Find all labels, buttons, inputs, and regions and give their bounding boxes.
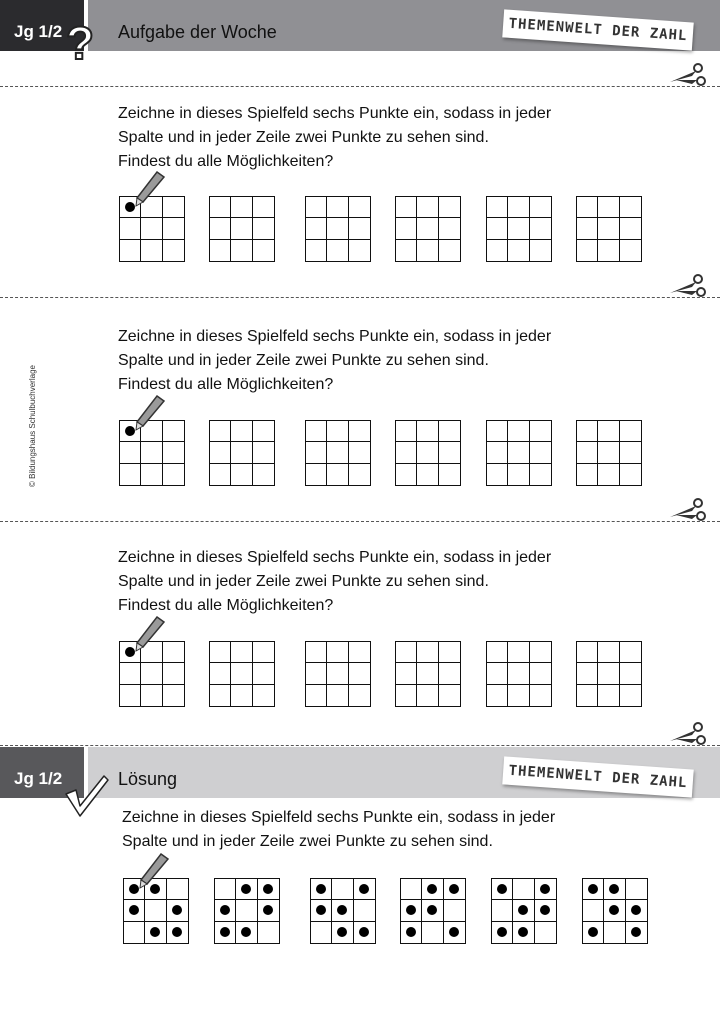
pencil-icon bbox=[127, 170, 167, 210]
empty-grid[interactable] bbox=[209, 196, 275, 262]
grid-cell[interactable] bbox=[141, 464, 162, 485]
task-line: Spalte und in jeder Zeile zwei Punkte zu sehen sind. bbox=[118, 352, 489, 369]
solution-text bbox=[122, 806, 555, 854]
grid-cell[interactable] bbox=[253, 442, 274, 463]
grid-cell[interactable] bbox=[167, 922, 188, 943]
grid-cell[interactable] bbox=[598, 421, 619, 442]
grid-cell[interactable] bbox=[626, 900, 647, 921]
grid-cell[interactable] bbox=[327, 464, 348, 485]
grid-cell[interactable] bbox=[163, 685, 184, 706]
grid-cell[interactable] bbox=[141, 685, 162, 706]
grid-cell[interactable] bbox=[231, 464, 252, 485]
grid-cell[interactable] bbox=[306, 642, 327, 663]
grid-cell[interactable] bbox=[487, 464, 508, 485]
grid-cell[interactable] bbox=[439, 218, 460, 239]
grid-cell[interactable] bbox=[327, 442, 348, 463]
grid-cell[interactable] bbox=[210, 663, 231, 684]
empty-grid[interactable] bbox=[486, 420, 552, 486]
grid-cell[interactable] bbox=[444, 900, 465, 921]
grid-cell[interactable] bbox=[354, 879, 375, 900]
grid-cell[interactable] bbox=[253, 421, 274, 442]
grid-cell[interactable] bbox=[120, 442, 141, 463]
grid-cell[interactable] bbox=[508, 421, 529, 442]
grid-cell[interactable] bbox=[210, 685, 231, 706]
grid-cell[interactable] bbox=[530, 642, 551, 663]
grid-cell[interactable] bbox=[492, 922, 513, 943]
cut-line bbox=[0, 521, 720, 522]
grid-cell[interactable] bbox=[487, 685, 508, 706]
solution-title: Lösung bbox=[118, 769, 178, 789]
grid-cell[interactable] bbox=[439, 642, 460, 663]
grid-cell[interactable] bbox=[417, 464, 438, 485]
scissors-icon bbox=[668, 273, 708, 299]
empty-grid[interactable] bbox=[486, 641, 552, 707]
grid-cell[interactable] bbox=[253, 240, 274, 261]
grid-cell[interactable] bbox=[422, 922, 443, 943]
grid-cell[interactable] bbox=[120, 218, 141, 239]
grid-cell[interactable] bbox=[620, 464, 641, 485]
grid-cell[interactable] bbox=[396, 218, 417, 239]
solution-grid[interactable] bbox=[491, 878, 557, 944]
grid-cell[interactable] bbox=[231, 218, 252, 239]
cut-line bbox=[0, 297, 720, 298]
grid-cell[interactable] bbox=[444, 922, 465, 943]
grid-cell[interactable] bbox=[626, 922, 647, 943]
empty-grid[interactable] bbox=[486, 196, 552, 262]
grid-cell[interactable] bbox=[417, 442, 438, 463]
grid-cell[interactable] bbox=[626, 879, 647, 900]
grid-cell[interactable] bbox=[598, 642, 619, 663]
grid-cell[interactable] bbox=[396, 464, 417, 485]
grid-cell[interactable] bbox=[439, 442, 460, 463]
task-line: Spalte und in jeder Zeile zwei Punkte zu sehen sind. bbox=[122, 833, 493, 850]
grid-cell[interactable] bbox=[417, 685, 438, 706]
grid-cell[interactable] bbox=[604, 900, 625, 921]
grid-cell[interactable] bbox=[577, 685, 598, 706]
grid-cell[interactable] bbox=[327, 218, 348, 239]
grid-cell[interactable] bbox=[349, 421, 370, 442]
pencil-icon bbox=[131, 852, 171, 892]
grid-cell[interactable] bbox=[215, 900, 236, 921]
grid-cell[interactable] bbox=[620, 421, 641, 442]
grid-cell[interactable] bbox=[306, 442, 327, 463]
empty-grid[interactable] bbox=[305, 196, 371, 262]
empty-grid[interactable] bbox=[305, 420, 371, 486]
grid-cell[interactable] bbox=[332, 900, 353, 921]
grid-cell[interactable] bbox=[530, 663, 551, 684]
grade-label: Jg 1/2 bbox=[14, 769, 63, 788]
empty-grid[interactable] bbox=[576, 420, 642, 486]
pencil-icon bbox=[127, 394, 167, 434]
grid-cell[interactable] bbox=[236, 900, 257, 921]
grid-cell[interactable] bbox=[508, 685, 529, 706]
grid-cell[interactable] bbox=[598, 240, 619, 261]
grid-cell[interactable] bbox=[508, 218, 529, 239]
grid-cell[interactable] bbox=[487, 240, 508, 261]
copyright-text: © Bildungshaus Schulbuchverlage bbox=[28, 365, 37, 487]
grid-cell[interactable] bbox=[439, 240, 460, 261]
grid-cell[interactable] bbox=[513, 879, 534, 900]
grid-cell[interactable] bbox=[577, 197, 598, 218]
solution-grid[interactable] bbox=[310, 878, 376, 944]
grid-cell[interactable] bbox=[163, 464, 184, 485]
task-line: Zeichne in dieses Spielfeld sechs Punkte ein, sodass in jeder bbox=[118, 549, 552, 566]
grid-cell[interactable] bbox=[210, 642, 231, 663]
grid-cell[interactable] bbox=[354, 900, 375, 921]
grid-cell[interactable] bbox=[258, 922, 279, 943]
grid-cell[interactable] bbox=[598, 685, 619, 706]
grid-cell[interactable] bbox=[487, 197, 508, 218]
grid-cell[interactable] bbox=[231, 421, 252, 442]
grid-cell[interactable] bbox=[530, 218, 551, 239]
grid-cell[interactable] bbox=[598, 197, 619, 218]
grid-cell[interactable] bbox=[163, 442, 184, 463]
solution-grid[interactable] bbox=[214, 878, 280, 944]
grid-cell[interactable] bbox=[598, 464, 619, 485]
grid-cell[interactable] bbox=[530, 421, 551, 442]
grid-cell[interactable] bbox=[311, 879, 332, 900]
grid-cell[interactable] bbox=[417, 663, 438, 684]
grid-cell[interactable] bbox=[444, 879, 465, 900]
grid-cell[interactable] bbox=[396, 197, 417, 218]
grid-cell[interactable] bbox=[236, 879, 257, 900]
grid-cell[interactable] bbox=[306, 240, 327, 261]
grid-cell[interactable] bbox=[354, 922, 375, 943]
grid-cell[interactable] bbox=[349, 464, 370, 485]
grid-cell[interactable] bbox=[487, 442, 508, 463]
grid-cell[interactable] bbox=[620, 642, 641, 663]
grid-cell[interactable] bbox=[215, 879, 236, 900]
grid-cell[interactable] bbox=[530, 240, 551, 261]
grid-cell[interactable] bbox=[530, 685, 551, 706]
empty-grid[interactable] bbox=[576, 641, 642, 707]
grid-cell[interactable] bbox=[508, 442, 529, 463]
grid-cell[interactable] bbox=[306, 218, 327, 239]
grid-cell[interactable] bbox=[120, 464, 141, 485]
grid-cell[interactable] bbox=[141, 240, 162, 261]
grid-cell[interactable] bbox=[508, 464, 529, 485]
grid-cell[interactable] bbox=[253, 663, 274, 684]
empty-grid[interactable] bbox=[576, 196, 642, 262]
grid-cell[interactable] bbox=[210, 197, 231, 218]
solution-grid[interactable] bbox=[582, 878, 648, 944]
task-line: Spalte und in jeder Zeile zwei Punkte zu sehen sind. bbox=[118, 129, 489, 146]
grid-cell[interactable] bbox=[598, 218, 619, 239]
grid-cell[interactable] bbox=[396, 685, 417, 706]
grid-cell[interactable] bbox=[163, 663, 184, 684]
empty-grid[interactable] bbox=[305, 641, 371, 707]
grid-cell[interactable] bbox=[253, 685, 274, 706]
grid-cell[interactable] bbox=[349, 663, 370, 684]
grid-cell[interactable] bbox=[401, 879, 422, 900]
grid-cell[interactable] bbox=[422, 879, 443, 900]
grid-cell[interactable] bbox=[210, 218, 231, 239]
grid-cell[interactable] bbox=[349, 218, 370, 239]
grid-cell[interactable] bbox=[577, 442, 598, 463]
grid-cell[interactable] bbox=[492, 879, 513, 900]
grid-cell[interactable] bbox=[598, 442, 619, 463]
task-line: Zeichne in dieses Spielfeld sechs Punkte ein, sodass in jeder bbox=[118, 105, 552, 122]
grid-cell[interactable] bbox=[508, 663, 529, 684]
empty-grid[interactable] bbox=[395, 641, 461, 707]
grid-cell[interactable] bbox=[508, 197, 529, 218]
grid-cell[interactable] bbox=[327, 240, 348, 261]
grid-cell[interactable] bbox=[417, 421, 438, 442]
page-title: Aufgabe der Woche bbox=[118, 22, 277, 42]
grid-cell[interactable] bbox=[231, 442, 252, 463]
grid-cell[interactable] bbox=[577, 240, 598, 261]
grid-cell[interactable] bbox=[306, 197, 327, 218]
grid-cell[interactable] bbox=[306, 663, 327, 684]
task-line: Findest du alle Möglichkeiten? bbox=[118, 597, 334, 614]
grid-cell[interactable] bbox=[535, 900, 556, 921]
grid-cell[interactable] bbox=[508, 642, 529, 663]
grid-cell[interactable] bbox=[236, 922, 257, 943]
grid-cell[interactable] bbox=[508, 240, 529, 261]
grid-cell[interactable] bbox=[396, 442, 417, 463]
grid-cell[interactable] bbox=[311, 922, 332, 943]
grid-cell[interactable] bbox=[120, 685, 141, 706]
grid-cell[interactable] bbox=[141, 442, 162, 463]
grid-cell[interactable] bbox=[439, 464, 460, 485]
grid-cell[interactable] bbox=[306, 685, 327, 706]
grid-cell[interactable] bbox=[417, 642, 438, 663]
grid-cell[interactable] bbox=[163, 240, 184, 261]
task-text bbox=[118, 325, 551, 397]
grid-cell[interactable] bbox=[145, 900, 166, 921]
grid-cell[interactable] bbox=[620, 197, 641, 218]
grid-cell[interactable] bbox=[124, 922, 145, 943]
grid-cell[interactable] bbox=[401, 900, 422, 921]
grid-cell[interactable] bbox=[513, 922, 534, 943]
grade-label: Jg 1/2 bbox=[14, 22, 63, 41]
grid-cell[interactable] bbox=[620, 663, 641, 684]
grid-cell[interactable] bbox=[583, 879, 604, 900]
grid-cell[interactable] bbox=[120, 663, 141, 684]
task-line: Findest du alle Möglichkeiten? bbox=[118, 153, 334, 170]
grid-cell[interactable] bbox=[530, 197, 551, 218]
grid-cell[interactable] bbox=[258, 900, 279, 921]
grid-cell[interactable] bbox=[349, 685, 370, 706]
grid-cell[interactable] bbox=[231, 685, 252, 706]
grid-cell[interactable] bbox=[422, 900, 443, 921]
series-stamp: THEMENWELT DER ZAHL bbox=[502, 756, 693, 797]
grid-cell[interactable] bbox=[487, 642, 508, 663]
grid-cell[interactable] bbox=[306, 464, 327, 485]
grid-cell[interactable] bbox=[577, 663, 598, 684]
grid-cell[interactable] bbox=[583, 900, 604, 921]
grid-cell[interactable] bbox=[306, 421, 327, 442]
scissors-icon bbox=[668, 62, 708, 88]
task-text bbox=[118, 546, 551, 618]
grid-cell[interactable] bbox=[417, 218, 438, 239]
grid-cell[interactable] bbox=[231, 197, 252, 218]
grid-cell[interactable] bbox=[396, 663, 417, 684]
solution-grid[interactable] bbox=[400, 878, 466, 944]
task-line: Zeichne in dieses Spielfeld sechs Punkte ein, sodass in jeder bbox=[122, 809, 556, 826]
grid-cell[interactable] bbox=[604, 922, 625, 943]
grid-cell[interactable] bbox=[439, 421, 460, 442]
grid-cell[interactable] bbox=[167, 900, 188, 921]
grid-cell[interactable] bbox=[577, 218, 598, 239]
grid-cell[interactable] bbox=[349, 442, 370, 463]
grid-cell[interactable] bbox=[120, 240, 141, 261]
grid-cell[interactable] bbox=[396, 240, 417, 261]
scissors-icon bbox=[668, 721, 708, 747]
pencil-icon bbox=[127, 615, 167, 655]
grid-cell[interactable] bbox=[401, 922, 422, 943]
grid-cell[interactable] bbox=[253, 464, 274, 485]
grid-cell[interactable] bbox=[141, 663, 162, 684]
grid-cell[interactable] bbox=[311, 900, 332, 921]
grid-cell[interactable] bbox=[439, 197, 460, 218]
grid-cell[interactable] bbox=[258, 879, 279, 900]
checkmark-icon bbox=[62, 770, 112, 820]
grid-cell[interactable] bbox=[396, 421, 417, 442]
grid-cell[interactable] bbox=[210, 240, 231, 261]
task-line: Zeichne in dieses Spielfeld sechs Punkte ein, sodass in jeder bbox=[118, 328, 552, 345]
series-stamp: THEMENWELT DER ZAHL bbox=[502, 9, 693, 50]
task-line: Spalte und in jeder Zeile zwei Punkte zu sehen sind. bbox=[118, 573, 489, 590]
grid-cell[interactable] bbox=[417, 197, 438, 218]
grid-cell[interactable] bbox=[417, 240, 438, 261]
grid-cell[interactable] bbox=[620, 442, 641, 463]
grid-cell[interactable] bbox=[439, 685, 460, 706]
grid-cell[interactable] bbox=[141, 218, 162, 239]
empty-grid[interactable] bbox=[395, 196, 461, 262]
grid-cell[interactable] bbox=[253, 197, 274, 218]
grid-cell[interactable] bbox=[327, 663, 348, 684]
grid-cell[interactable] bbox=[577, 464, 598, 485]
grid-cell[interactable] bbox=[210, 442, 231, 463]
grid-cell[interactable] bbox=[124, 900, 145, 921]
grid-cell[interactable] bbox=[163, 218, 184, 239]
grid-cell[interactable] bbox=[231, 642, 252, 663]
grid-cell[interactable] bbox=[327, 642, 348, 663]
grid-cell[interactable] bbox=[396, 642, 417, 663]
grid-cell[interactable] bbox=[487, 663, 508, 684]
grid-cell[interactable] bbox=[210, 421, 231, 442]
grid-cell[interactable] bbox=[332, 879, 353, 900]
grid-cell[interactable] bbox=[145, 922, 166, 943]
grid-cell[interactable] bbox=[349, 642, 370, 663]
grid-cell[interactable] bbox=[492, 900, 513, 921]
grid-cell[interactable] bbox=[439, 663, 460, 684]
grid-cell[interactable] bbox=[535, 879, 556, 900]
empty-grid[interactable] bbox=[209, 641, 275, 707]
grid-cell[interactable] bbox=[620, 218, 641, 239]
grid-cell[interactable] bbox=[231, 663, 252, 684]
grid-cell[interactable] bbox=[327, 197, 348, 218]
grid-cell[interactable] bbox=[253, 642, 274, 663]
grid-cell[interactable] bbox=[327, 685, 348, 706]
cut-line bbox=[0, 745, 720, 746]
grid-cell[interactable] bbox=[604, 879, 625, 900]
grid-cell[interactable] bbox=[487, 421, 508, 442]
grid-cell[interactable] bbox=[577, 642, 598, 663]
grid-cell[interactable] bbox=[513, 900, 534, 921]
grid-cell[interactable] bbox=[620, 685, 641, 706]
grid-cell[interactable] bbox=[231, 240, 252, 261]
grid-cell[interactable] bbox=[577, 421, 598, 442]
grid-cell[interactable] bbox=[487, 218, 508, 239]
grid-cell[interactable] bbox=[620, 240, 641, 261]
task-text bbox=[118, 102, 551, 174]
grid-cell[interactable] bbox=[327, 421, 348, 442]
grid-cell[interactable] bbox=[535, 922, 556, 943]
grid-cell[interactable] bbox=[530, 442, 551, 463]
scissors-icon bbox=[668, 497, 708, 523]
grid-cell[interactable] bbox=[598, 663, 619, 684]
question-mark-icon: ? bbox=[66, 17, 95, 69]
empty-grid[interactable] bbox=[209, 420, 275, 486]
grid-cell[interactable] bbox=[530, 464, 551, 485]
grid-cell[interactable] bbox=[215, 922, 236, 943]
cut-line bbox=[0, 86, 720, 87]
task-line: Findest du alle Möglichkeiten? bbox=[118, 376, 334, 393]
grid-cell[interactable] bbox=[349, 240, 370, 261]
empty-grid[interactable] bbox=[395, 420, 461, 486]
grid-cell[interactable] bbox=[253, 218, 274, 239]
grid-cell[interactable] bbox=[332, 922, 353, 943]
grid-cell[interactable] bbox=[349, 197, 370, 218]
grid-cell[interactable] bbox=[210, 464, 231, 485]
grid-cell[interactable] bbox=[583, 922, 604, 943]
